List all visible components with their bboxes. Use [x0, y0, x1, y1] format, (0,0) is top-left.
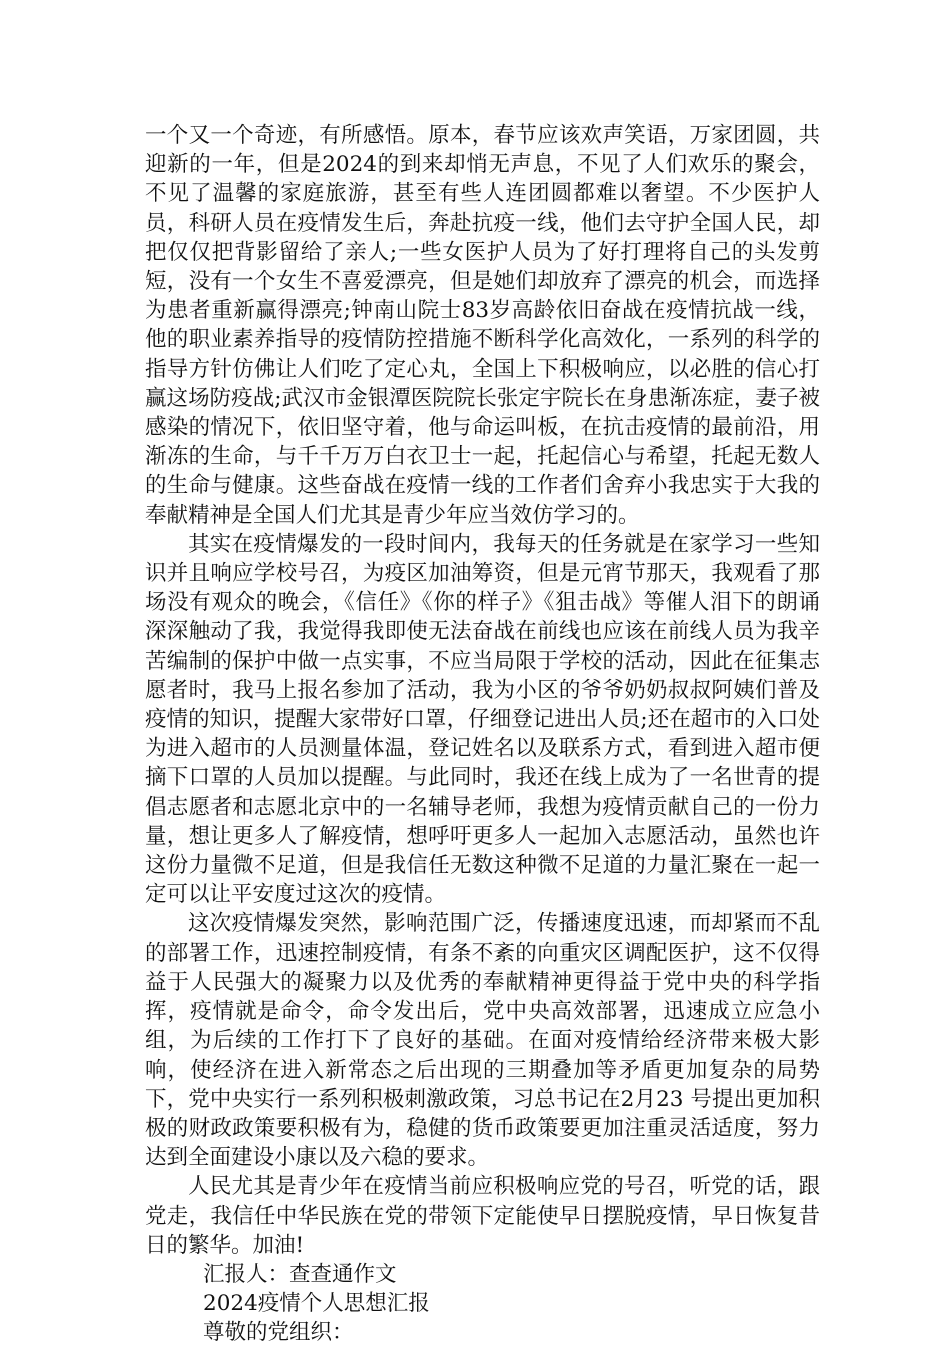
- next-document-title: 2024疫情个人思想汇报: [203, 1291, 430, 1317]
- reporter-line: 汇报人：查查通作文: [203, 1261, 397, 1287]
- salutation: 尊敬的党组织：: [203, 1320, 354, 1346]
- paragraph-4: 人民尤其是青少年在疫情当前应积极响应党的号召，听党的话，跟党走，我信任中华民族在党的带领下定能使早日摆脱疫情，早日恢复昔日的繁华。加油!: [145, 1174, 820, 1258]
- document-body: [145, 121, 820, 1348]
- paragraph-1: 一个又一个奇迹，有所感悟。原本，春节应该欢声笑语，万家团圆，共迎新的一年，但是2024的到来却悄无声息，不见了人们欢乐的聚会，不见了温馨的家庭旅游，甚至有些人连团圆都难以奢望。不少医护人员，科研人员在疫情发生后，奔赴抗疫一线，他们去守护全国人民，却把仅仅把背影留给了亲人;一些女医护人员为了好打理将自己的头发剪短，没有一个女生不喜爱漂亮，但是她们却放弃了漂亮的机会，而选择为患者重新赢得漂亮;钟南山院士83岁高龄依旧奋战在疫情抗战一线，他的职业素养指导的疫情防控措施不断科学化高效化，一系列的科学的指导方针仿佛让人们吃了定心丸，全国上下积极响应，以必胜的信心打赢这场防疫战;武汉市金银潭医院院长张定宇院长在身患渐冻症，妻子被感染的情况下，依旧坚守着，他与命运叫板，在抗击疫情的最前沿，用渐冻的生命，与千千万万白衣卫士一起，托起信心与希望，托起无数人的生命与健康。这些奋战在疫情一线的工作者们舍弃小我忠实于大我的奉献精神是全国人们尤其是青少年应当效仿学习的。: [145, 123, 820, 528]
- paragraph-2: 其实在疫情爆发的一段时间内，我每天的任务就是在家学习一些知识并且响应学校号召，为疫区加油筹资，但是元宵节那天，我观看了那场没有观众的晚会，《信任》《你的样子》《狙击战》等催人泪下的朗诵深深触动了我，我觉得我即使无法奋战在前线也应该在前线人员为我辛苦编制的保护中做一点实事，不应当局限于学校的活动，因此在征集志愿者时，我马上报名参加了活动，我为小区的爷爷奶奶叔叔阿姨们普及疫情的知识，提醒大家带好口罩，仔细登记进出人员;还在超市的入口处为进入超市的人员测量体温，登记姓名以及联系方式，看到进入超市便摘下口罩的人员加以提醒。与此同时，我还在线上成为了一名世青的提倡志愿者和志愿北京中的一名辅导老师，我想为疫情贡献自己的一份力量，想让更多人了解疫情，想呼吁更多人一起加入志愿活动，虽然也许这份力量微不足道，但是我信任无数这种微不足道的力量汇聚在一起一定可以让平安度过这次的疫情。: [145, 531, 820, 908]
- paragraph-3: 这次疫情爆发突然，影响范围广泛，传播速度迅速，而却紧而不乱的部署工作，迅速控制疫情，有条不紊的向重灾区调配医护，这不仅得益于人民强大的凝聚力以及优秀的奉献精神更得益于党中央的科学指挥，疫情就是命令，命令发出后，党中央高效部署，迅速成立应急小组，为后续的工作打下了良好的基础。在面对疫情给经济带来极大影响，使经济在进入新常态之后出现的三期叠加等矛盾更加复杂的局势下，党中央实行一系列积极刺激政策，习总书记在2月23 号提出更加积极的财政政策要积极有为，稳健的货币政策要更加注重灵活适度，努力达到全面建设小康以及六稳的要求。: [145, 911, 820, 1171]
